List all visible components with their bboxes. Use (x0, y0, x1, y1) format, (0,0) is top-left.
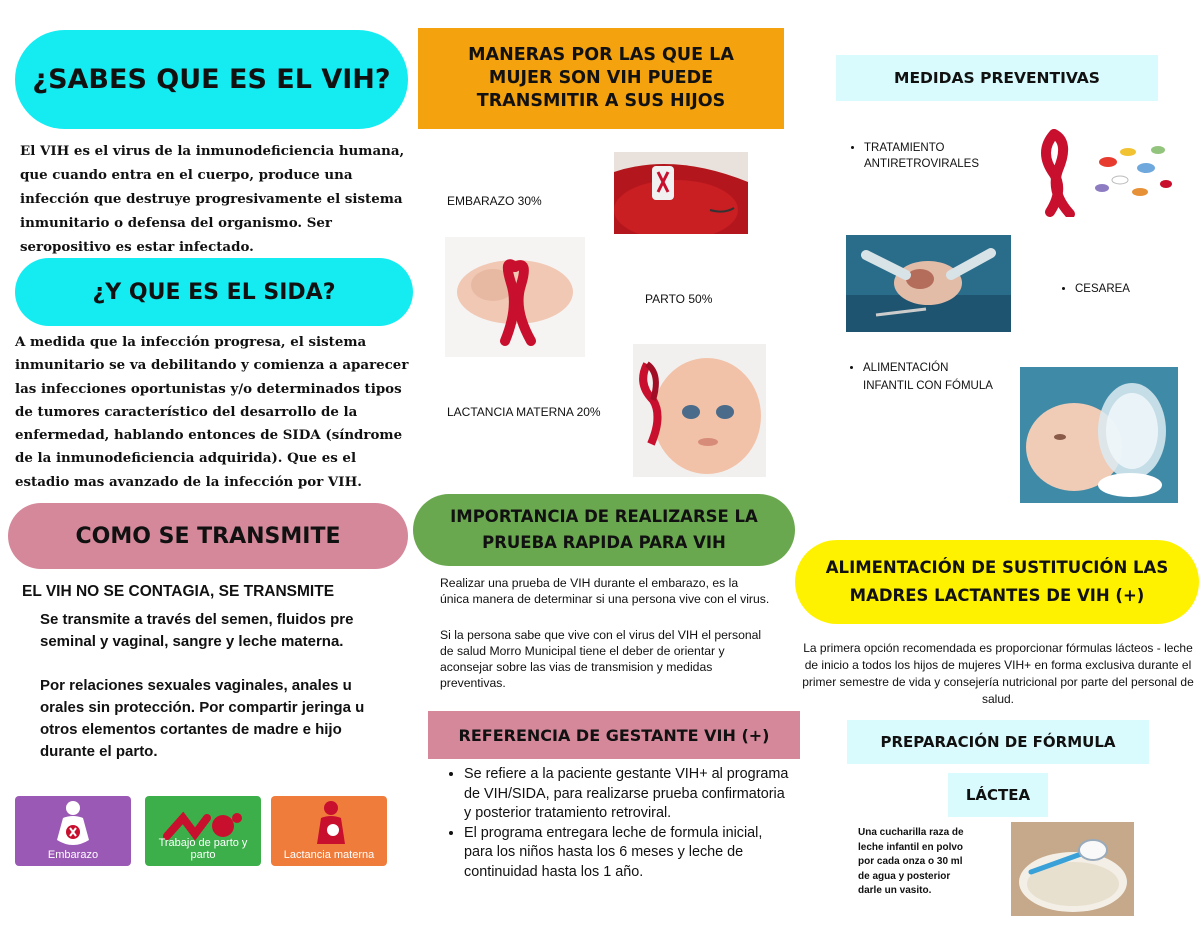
tile-lactancia (271, 796, 387, 866)
referencia-title: REFERENCIA DE GESTANTE VIH (+) (458, 725, 770, 745)
tratamiento-item (846, 140, 1016, 172)
pregnant-woman-icon (15, 796, 131, 856)
referencia-list (446, 765, 790, 882)
cesarea-label: • CESAREA (1075, 283, 1130, 295)
referencia-item: • Se refiere a la paciente gestante VIH+ al programa de VIH/SIDA, para realizarse prueba confirmatoria y posterior tratamiento retroviral. (464, 765, 790, 824)
medidas-title-banner (836, 55, 1158, 101)
sustitucion-title: ALIMENTACIÓN DE SUSTITUCIÓN LAS MADRES LACTANTES DE VIH (+) (825, 558, 1169, 605)
breastfeeding-icon (271, 796, 387, 856)
maneras-title-banner (418, 28, 784, 129)
importancia-text-1: Realizar una prueba de VIH durante el embarazo, es la única manera de determinar si una persona vive con el virus. (440, 576, 770, 606)
tile-embarazo (15, 796, 131, 866)
vih-title-banner (15, 30, 408, 129)
tile-lactancia-label: Lactancia materna (283, 849, 375, 861)
sustitucion-text: La primera opción recomendada es proporcionar fórmulas lácteos - leche de inicio a todos los hijos de mujeres VIH+ en forma exclusiva durante el primer semestre de vida y consejería nutricional por parte del personal de salud. (802, 641, 1194, 706)
sida-description: A medida que la infección progresa, el sistema inmunitario se va debilitando y comienza a aparecer las infecciones oportunistas y/o determinados tipos de tumores característico del desarrollo de la enfermedad, hablando entonces de SIDA (síndrome de la inmunodeficiencia adquirida). Que es el estadio mas avanzado de la infección por VIH. (15, 334, 409, 490)
maneras-title: MANERAS POR LAS QUE LA MUJER SON VIH PUEDE TRANSMITIR A SUS HIJOS (468, 45, 734, 111)
lactancia-percent: LACTANCIA MATERNA 20% (447, 405, 601, 419)
ribbon-pills-photo (1028, 122, 1178, 217)
importancia-title-banner (413, 494, 795, 566)
formula-scoop-photo (1011, 822, 1134, 916)
cesarea-item (1057, 283, 1130, 295)
alimentacion-item (845, 359, 995, 395)
tratamiento-label: • TRATAMIENTO ANTIRETROVIRALES (864, 140, 1016, 172)
parto-percent: PARTO 50% (645, 292, 713, 306)
baby-bottle-photo (1020, 367, 1178, 503)
sida-title: ¿Y QUE ES EL SIDA? (92, 279, 336, 305)
pregnant-belly-photo (614, 152, 748, 234)
vih-title: ¿SABES QUE ES EL VIH? (32, 64, 391, 95)
baby-face-photo (633, 344, 766, 477)
baby-hand-ribbon-photo (445, 237, 585, 357)
lactea-title-banner (948, 773, 1048, 817)
lactea-title: LÁCTEA (965, 786, 1031, 804)
cucharilla-text: Una cucharilla raza de leche infantil en polvo por cada onza o 30 ml de agua y posterior darle un vasito. (858, 827, 964, 896)
preparacion-title-banner (847, 720, 1149, 764)
importancia-title: IMPORTANCIA DE REALIZARSE LA PRUEBA RAPIDA PARA VIH (450, 507, 758, 552)
referencia-title-banner (428, 711, 800, 759)
sustitucion-title-banner (795, 540, 1199, 624)
embarazo-percent: EMBARAZO 30% (447, 194, 542, 208)
tile-embarazo-label: Embarazo (47, 849, 99, 861)
medidas-title: MEDIDAS PREVENTIVAS (894, 69, 1100, 87)
transmite-text-1: Se transmite a través del semen, fluidos pre seminal y vaginal, sangre y leche materna. (40, 611, 354, 650)
cesarean-surgery-photo (846, 235, 1011, 332)
importancia-text-2: Si la persona sabe que vive con el virus del VIH el personal de salud Morro Municipal tiene el deber de orientar y aconsejar sobre las vias de transmision y medidas preventivas. (440, 628, 762, 690)
transmite-text-2: Por relaciones sexuales vaginales, anales u orales sin protección. Por compartir jeringa u otros elementos cortantes de madre e hijo durante el parto. (40, 677, 365, 760)
transmite-subtitle: EL VIH NO SE CONTAGIA, SE TRANSMITE (22, 583, 335, 600)
alimentacion-label: • ALIMENTACIÓN INFANTIL CON FÓMULA (863, 359, 995, 395)
sida-title-banner (15, 258, 413, 326)
tile-parto-label: Trabajo de parto y parto (158, 837, 248, 861)
transmite-title: COMO SE TRANSMITE (75, 523, 341, 549)
tile-parto (145, 796, 261, 866)
vih-description: El VIH es el virus de la inmunodeficiencia humana, que cuando entra en el cuerpo, produce una infección que destruye progresivamente el sistema inmunitario o defensa del organismo. Ser seropositivo es estar infectado. (20, 143, 405, 255)
preparacion-title: PREPARACIÓN DE FÓRMULA (880, 733, 1116, 751)
transmite-title-banner (8, 503, 408, 569)
referencia-item: • El programa entregara leche de formula inicial, para los niños hasta los 6 meses y leche de continuidad hasta los 1 año. (464, 824, 790, 883)
